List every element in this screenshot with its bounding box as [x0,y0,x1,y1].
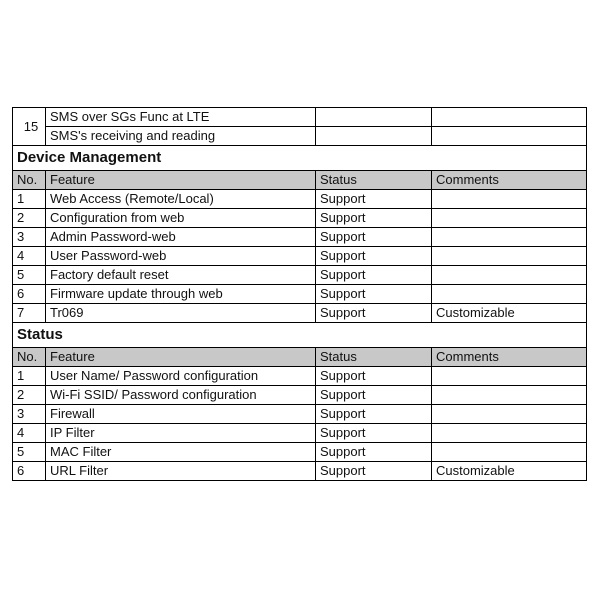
comments-cell [432,108,587,127]
table-row [13,367,587,386]
feature-cell: URL Filter [46,462,316,481]
row-number: 6 [13,285,46,304]
header-no: No. [13,348,46,367]
status-cell: Support [316,405,432,424]
status-cell: Support [316,285,432,304]
row-number: 1 [13,190,46,209]
feature-cell: Factory default reset [46,266,316,285]
comments-cell [432,285,587,304]
feature-cell: Admin Password-web [46,228,316,247]
comments-cell [432,386,587,405]
status-cell: Support [316,443,432,462]
comments-cell: Customizable [432,462,587,481]
header-status: Status [316,348,432,367]
feature-cell: Firewall [46,405,316,424]
table-row [13,285,587,304]
section-title: Device Management [13,146,587,171]
table-row [13,190,587,209]
comments-cell [432,405,587,424]
feature-cell: SMS over SGs Func at LTE [46,108,316,127]
table-row [13,443,587,462]
status-cell: Support [316,367,432,386]
header-status: Status [316,171,432,190]
feature-cell: Firmware update through web [46,285,316,304]
feature-spec-table [12,107,587,481]
table-row [13,228,587,247]
comments-cell [432,127,587,146]
comments-cell [432,424,587,443]
header-comments: Comments [432,348,587,367]
header-no: No. [13,171,46,190]
row-number: 5 [13,443,46,462]
table-row [13,462,587,481]
header-feature: Feature [46,348,316,367]
table-row [13,424,587,443]
comments-cell [432,266,587,285]
feature-cell: IP Filter [46,424,316,443]
column-header-row [13,171,587,190]
feature-cell: Web Access (Remote/Local) [46,190,316,209]
section-title: Status [13,323,587,348]
table-row [13,386,587,405]
row-number: 2 [13,209,46,228]
row-number: 15 [13,108,46,146]
status-cell [316,108,432,127]
row-number: 5 [13,266,46,285]
status-cell: Support [316,424,432,443]
status-cell: Support [316,304,432,323]
feature-cell: Configuration from web [46,209,316,228]
feature-cell: MAC Filter [46,443,316,462]
comments-cell [432,443,587,462]
row-number: 1 [13,367,46,386]
table-row [13,247,587,266]
status-cell: Support [316,247,432,266]
feature-cell: Wi-Fi SSID/ Password configuration [46,386,316,405]
status-cell: Support [316,386,432,405]
status-cell [316,127,432,146]
table-row [13,405,587,424]
comments-cell [432,247,587,266]
table-row [13,209,587,228]
status-cell: Support [316,228,432,247]
column-header-row [13,348,587,367]
feature-cell: SMS's receiving and reading [46,127,316,146]
comments-cell [432,190,587,209]
comments-cell [432,209,587,228]
comments-cell [432,367,587,386]
table-row [13,266,587,285]
row-number: 4 [13,247,46,266]
sections-body [13,146,587,481]
table-row [13,127,587,146]
comments-cell [432,228,587,247]
row-number: 7 [13,304,46,323]
header-feature: Feature [46,171,316,190]
row-number: 4 [13,424,46,443]
section-heading-row [13,323,587,348]
table-row [13,108,587,127]
header-comments: Comments [432,171,587,190]
status-cell: Support [316,266,432,285]
feature-cell: Tr069 [46,304,316,323]
row-number: 2 [13,386,46,405]
status-cell: Support [316,190,432,209]
row-number: 3 [13,405,46,424]
table-row [13,304,587,323]
status-cell: Support [316,209,432,228]
feature-cell: User Password-web [46,247,316,266]
row-number: 3 [13,228,46,247]
section-heading-row [13,146,587,171]
comments-cell: Customizable [432,304,587,323]
feature-cell: User Name/ Password configuration [46,367,316,386]
status-cell: Support [316,462,432,481]
row-number: 6 [13,462,46,481]
